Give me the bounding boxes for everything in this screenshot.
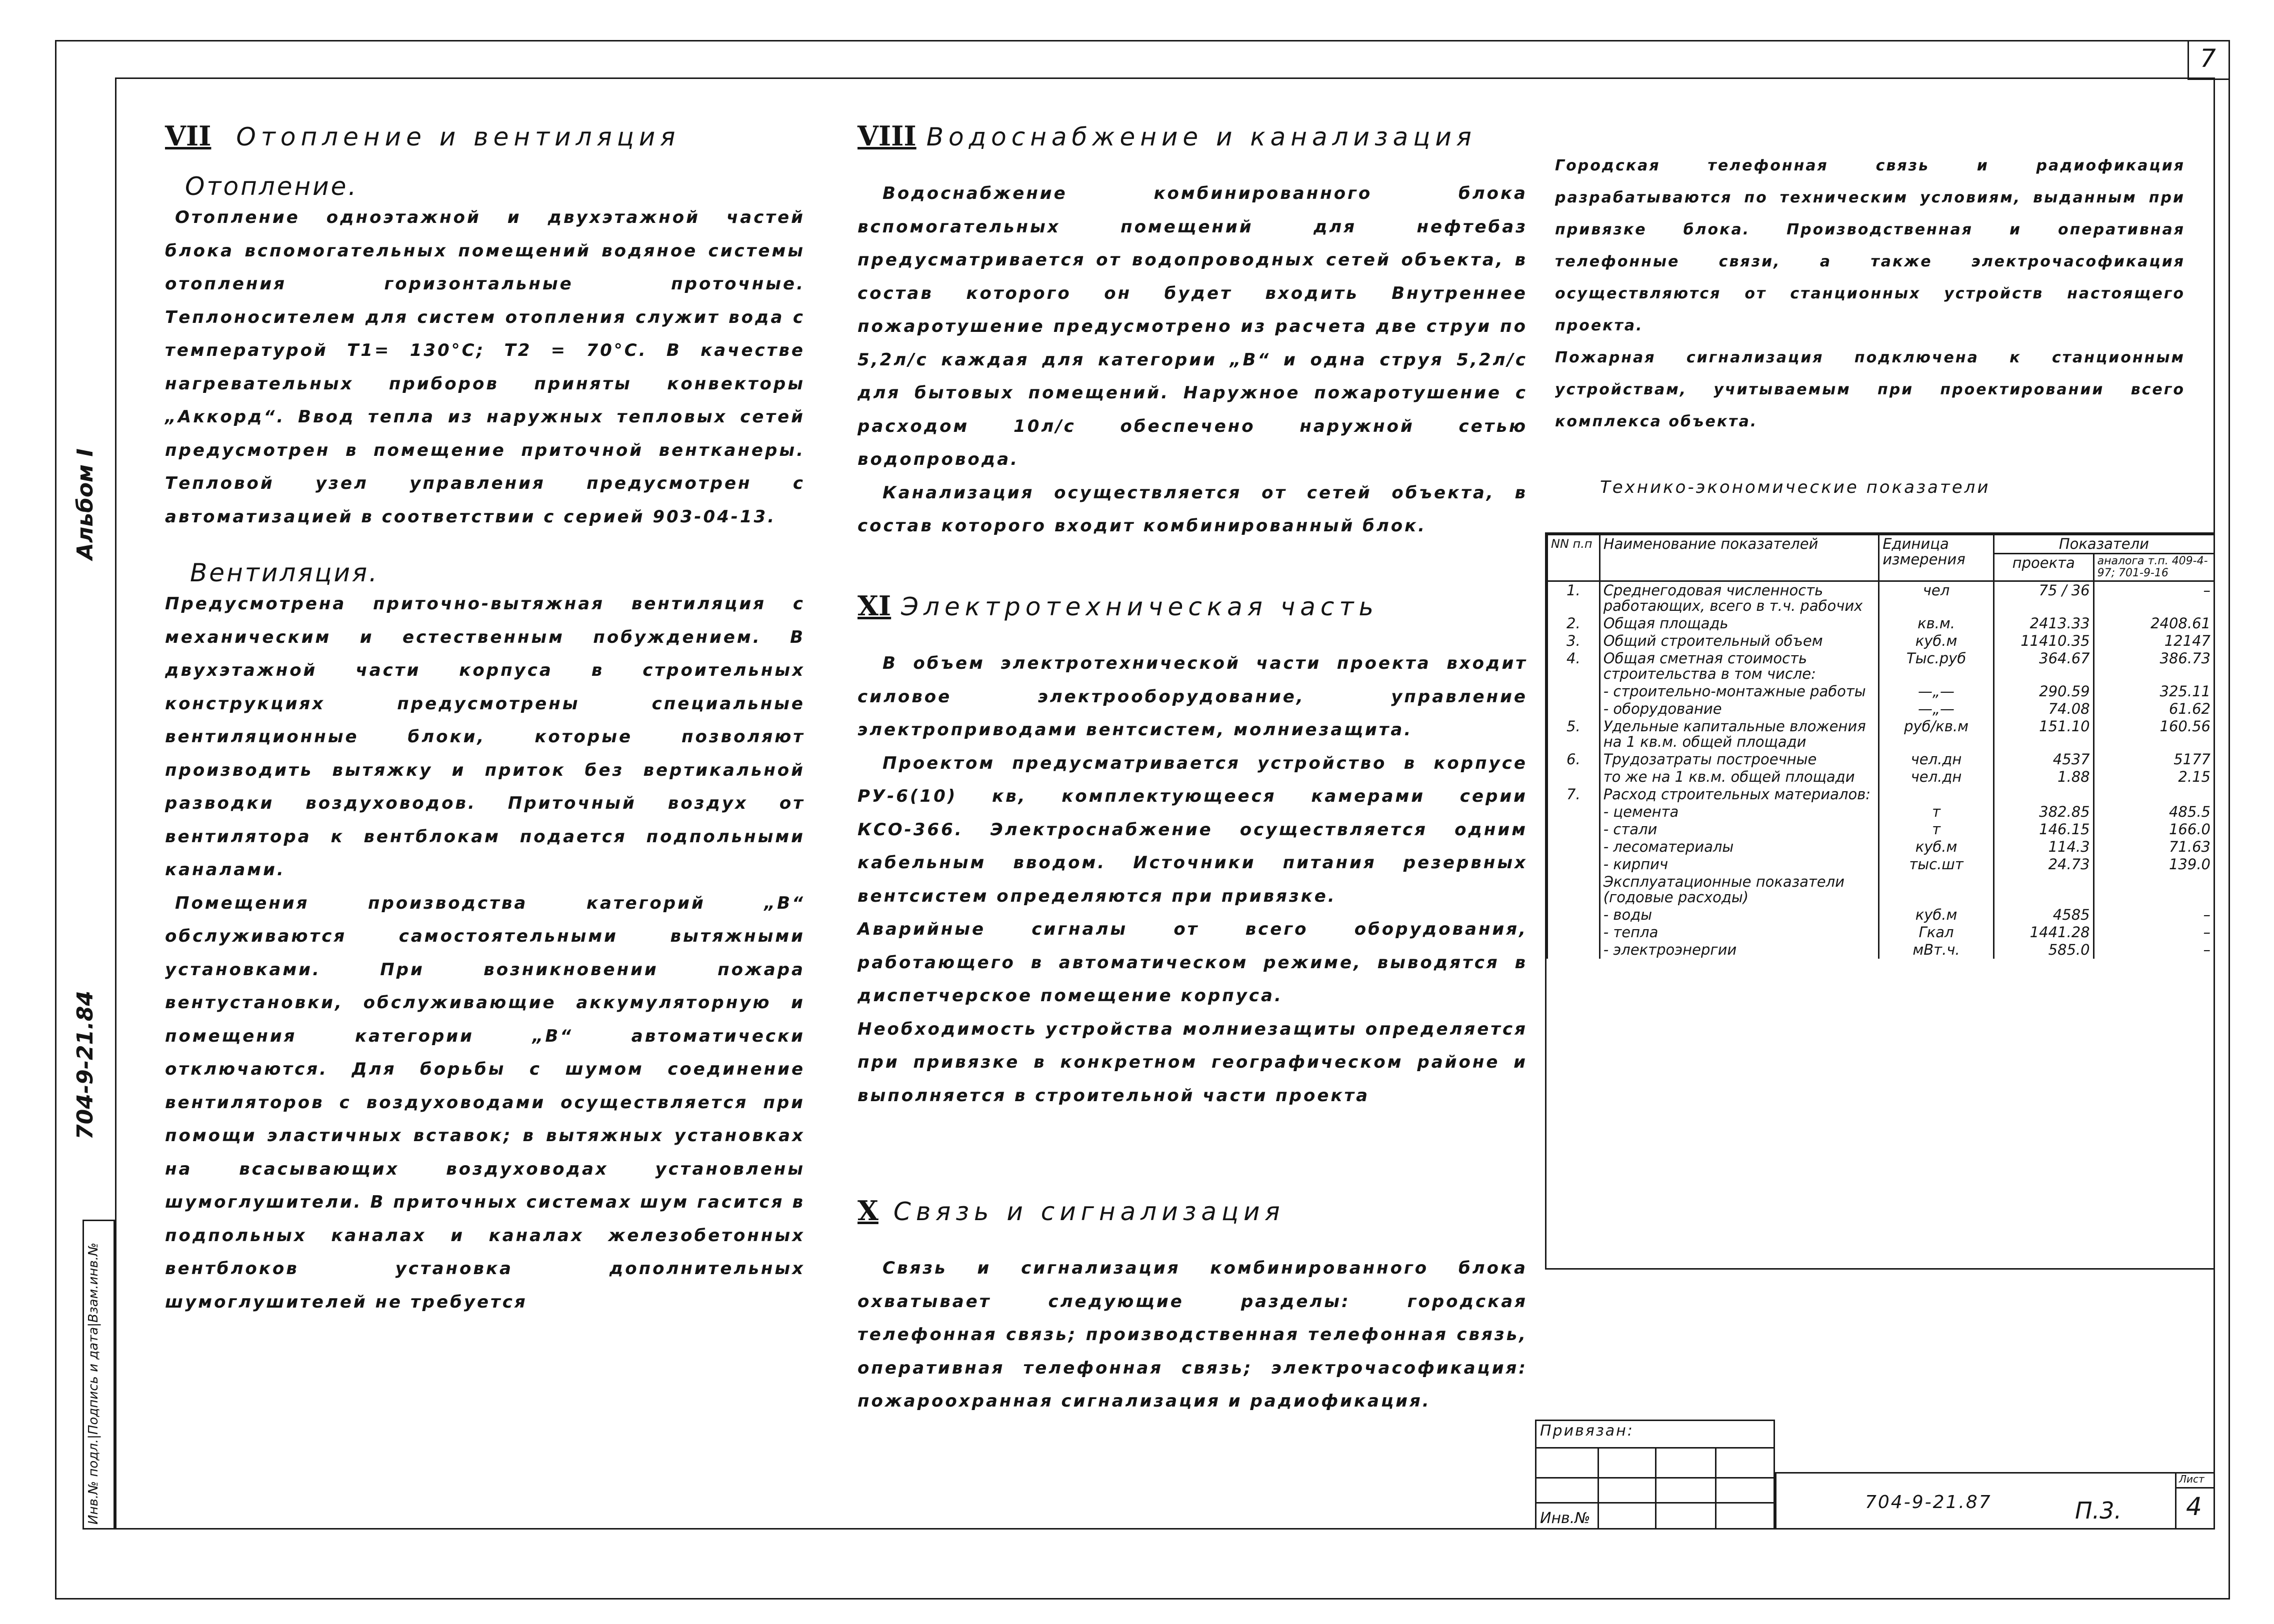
- section-10-numeral: X: [858, 1195, 878, 1227]
- doc-code: 704-9-21.87: [1865, 1492, 1992, 1513]
- row-unit: —„—: [1879, 683, 1994, 700]
- row-num: 4.: [1548, 650, 1600, 683]
- row-num: 3.: [1548, 632, 1600, 650]
- section-8-heading: [858, 120, 1528, 152]
- row-analog: [2094, 786, 2214, 803]
- row-project: 74.08: [1994, 700, 2094, 718]
- electro-paragraph-4: Необходимость устройства молниезащиты определяется при привязке в конкретном географическом районе и выполняется в строительной части проекта: [858, 1019, 1528, 1106]
- section-8-numeral: VIII: [858, 120, 916, 152]
- row-name: Трудозатраты построечные: [1600, 751, 1879, 768]
- row-name: - цемента: [1600, 803, 1879, 821]
- row-analog: 12147: [2094, 632, 2214, 650]
- row-project: 24.73: [1994, 856, 2094, 873]
- row-project: 585.0: [1994, 941, 2094, 959]
- th-indicators: Показатели: [1994, 535, 2214, 554]
- row-name: - оборудование: [1600, 700, 1879, 718]
- row-unit: кв.м.: [1879, 615, 1994, 632]
- row-name: - электроэнергии: [1600, 941, 1879, 959]
- tep-table: [1546, 534, 2215, 959]
- row-unit: чел.дн: [1879, 768, 1994, 786]
- row-project: 11410.35: [1994, 632, 2094, 650]
- row-name: то же на 1 кв.м. общей площади: [1600, 768, 1879, 786]
- list-label: Лист: [2179, 1473, 2204, 1485]
- table-row: [1548, 856, 2214, 873]
- table-row: [1548, 803, 2214, 821]
- privyazan-label: Привязан:: [1540, 1422, 1634, 1440]
- row-analog: 166.0: [2094, 821, 2214, 838]
- row-unit: —„—: [1879, 700, 1994, 718]
- table-row: [1548, 700, 2214, 718]
- table-row: [1548, 751, 2214, 768]
- section-10-heading: [858, 1195, 1528, 1227]
- tb-main-hline: [2175, 1487, 2215, 1489]
- row-project: 290.59: [1994, 683, 2094, 700]
- ventilation-subtitle: Вентиляция.: [190, 558, 379, 587]
- row-project: 75 / 36: [1994, 581, 2094, 615]
- section-7: [165, 120, 805, 1319]
- row-analog: –: [2094, 581, 2214, 615]
- table-row: [1548, 615, 2214, 632]
- row-name: - лесоматериалы: [1600, 838, 1879, 856]
- row-unit: мВт.ч.: [1879, 941, 1994, 959]
- row-analog: 139.0: [2094, 856, 2214, 873]
- section-7-heading: [165, 120, 805, 152]
- comm-paragraph: Связь и сигнализация комбинированного блока охватывает следующие разделы: городская телефонная связь; производственная телефонная связь, оперативная телефонная связь; электрочасофикация: пожароохранная сигнализация и радиофикация.: [858, 1258, 1528, 1411]
- table-row: [1548, 821, 2214, 838]
- row-analog: 61.62: [2094, 700, 2214, 718]
- row-analog: –: [2094, 906, 2214, 924]
- section-11-heading: [858, 590, 1528, 622]
- electro-paragraph-1: В объем электротехнической части проекта входит силовое электрооборудование, управление электроприводами вентсистем, молниезащита.: [858, 653, 1528, 740]
- row-project: 146.15: [1994, 821, 2094, 838]
- row-name: - кирпич: [1600, 856, 1879, 873]
- tep-table-body: [1548, 581, 2214, 959]
- row-name: Эксплуатационные показатели (годовые расходы): [1600, 873, 1879, 906]
- tb-main-vline: [2175, 1472, 2176, 1530]
- tb-vline-2: [1655, 1447, 1656, 1530]
- row-project: 4537: [1994, 751, 2094, 768]
- electro-paragraph-2: Проектом предусматривается устройство в корпусе РУ-6(10) кв, комплектующееся камерами серии КСО-366. Электроснабжение осуществляется одним кабельным вводом. Источники питания резервных вентсистем определяются при привязке.: [858, 753, 1528, 906]
- table-title: Технико-экономические показатели: [1600, 477, 1990, 497]
- row-analog: [2094, 873, 2214, 906]
- heating-subtitle: Отопление.: [185, 172, 358, 201]
- water-paragraph-1: Водоснабжение комбинированного блока вспомогательных помещений для нефтебаз предусматривается от водопроводных сетей объекта, в состав которого он будет входить Внутреннее пожаротушение предусмотрено из расчета две струи по 5,2л/с каждая для категории „В“ и одна струя 5,2л/с для бытовых помещений. Наружное пожаротушение с расходом 10л/с обеспечено наружной сетью водопровода.: [858, 183, 1528, 469]
- row-unit: куб.м: [1879, 906, 1994, 924]
- row-analog: 2408.61: [2094, 615, 2214, 632]
- comm-continuation: [1555, 150, 2185, 438]
- row-analog: 71.63: [2094, 838, 2214, 856]
- row-project: [1994, 786, 2094, 803]
- table-row: [1548, 718, 2214, 751]
- row-unit: чел: [1879, 581, 1994, 615]
- inv-label: Инв.№: [1540, 1510, 1590, 1527]
- heating-paragraph: Отопление одноэтажной и двухэтажной частей блока вспомогательных помещений водяное системы отопления горизонтальные проточные. Теплоносителем для систем отопления служит вода с температурой Т1= 130°С; Т2 = 70°С. В качестве нагревательных приборов приняты конвекторы „Аккорд“. Ввод тепла из наружных тепловых сетей предусмотрен в помещение приточной вентканеры. Тепловой узел управления предусмотрен с автоматизацией в соответствии с серией 903-04-13.: [165, 207, 805, 527]
- table-row: [1548, 873, 2214, 906]
- row-num: [1548, 683, 1600, 700]
- table-row: [1548, 650, 2214, 683]
- water-paragraph-2: Канализация осуществляется от сетей объекта, в состав которого входит комбинированный блок.: [858, 482, 1528, 536]
- row-analog: 386.73: [2094, 650, 2214, 683]
- row-num: 6.: [1548, 751, 1600, 768]
- row-name: - стали: [1600, 821, 1879, 838]
- table-row: [1548, 941, 2214, 959]
- table-row: [1548, 838, 2214, 856]
- tb-vline-1: [1598, 1447, 1599, 1530]
- row-num: [1548, 700, 1600, 718]
- row-project: 382.85: [1994, 803, 2094, 821]
- row-name: - воды: [1600, 906, 1879, 924]
- row-num: [1548, 803, 1600, 821]
- row-unit: руб/кв.м: [1879, 718, 1994, 751]
- th-unit: Единица измерения: [1879, 535, 1994, 581]
- row-project: 364.67: [1994, 650, 2094, 683]
- tb-vline-3: [1715, 1447, 1716, 1530]
- row-project: [1994, 873, 2094, 906]
- table-row: [1548, 683, 2214, 700]
- row-num: [1548, 821, 1600, 838]
- section-11-title: Электротехническая часть: [901, 592, 1378, 621]
- row-unit: чел.дн: [1879, 751, 1994, 768]
- row-name: Расход строительных материалов:: [1600, 786, 1879, 803]
- row-unit: Тыс.руб: [1879, 650, 1994, 683]
- tep-table-wrap: [1545, 532, 2215, 1270]
- section-10-title: Связь и сигнализация: [893, 1197, 1285, 1226]
- row-analog: –: [2094, 924, 2214, 941]
- th-analog: аналога т.п. 409-4-97; 701-9-16: [2094, 554, 2214, 581]
- row-project: 1.88: [1994, 768, 2094, 786]
- row-unit: [1879, 873, 1994, 906]
- row-num: [1548, 838, 1600, 856]
- row-project: 2413.33: [1994, 615, 2094, 632]
- th-name: Наименование показателей: [1600, 535, 1879, 581]
- section-11: [858, 590, 1528, 1112]
- margin-album-label: Альбом I: [72, 448, 98, 560]
- row-name: Удельные капитальные вложения на 1 кв.м. общей площади: [1600, 718, 1879, 751]
- row-project: 151.10: [1994, 718, 2094, 751]
- row-name: - тепла: [1600, 924, 1879, 941]
- row-num: [1548, 906, 1600, 924]
- table-row: [1548, 581, 2214, 615]
- row-unit: тыс.шт: [1879, 856, 1994, 873]
- row-name: Среднегодовая численность работающих, всего в т.ч. рабочих: [1600, 581, 1879, 615]
- row-name: - строительно-монтажные работы: [1600, 683, 1879, 700]
- row-unit: Гкал: [1879, 924, 1994, 941]
- row-unit: [1879, 786, 1994, 803]
- row-unit: т: [1879, 803, 1994, 821]
- row-name: Общий строительный объем: [1600, 632, 1879, 650]
- section-11-numeral: XI: [858, 590, 892, 622]
- row-unit: т: [1879, 821, 1994, 838]
- row-num: 1.: [1548, 581, 1600, 615]
- ventilation-paragraph-1: Предусмотрена приточно-вытяжная вентиляция с механическим и естественным побуждением. В двухэтажной части корпуса в строительных конструкциях предусмотрены специальные вентиляционные блоки, которые позволяют производить вытяжку и приток без вертикальной разводки воздуховодов. Приточный воздух от вентилятора к вентблокам подается подпольными каналами.: [165, 594, 805, 880]
- row-num: [1548, 856, 1600, 873]
- row-analog: 160.56: [2094, 718, 2214, 751]
- row-project: 4585: [1994, 906, 2094, 924]
- row-name: Общая сметная стоимость строительства в том числе:: [1600, 650, 1879, 683]
- margin-inv-labels: Инв.№ подл.|Подпись и дата|Взам.инв.№: [86, 1243, 101, 1525]
- table-row: [1548, 768, 2214, 786]
- row-analog: 325.11: [2094, 683, 2214, 700]
- comm-continuation-paragraph-2: Пожарная сигнализация подключена к станционным устройствам, учитываемым при проектировании всего комплекса объекта.: [1555, 349, 2185, 430]
- row-analog: 2.15: [2094, 768, 2214, 786]
- row-num: 7.: [1548, 786, 1600, 803]
- comm-continuation-paragraph-1: Городская телефонная связь и радиофикация разрабатываются по техническим условиям, выданным при привязке блока. Производственная и оперативная телефонные связи, а также электрочасофикация осуществляются от станционных устройств настоящего проекта.: [1555, 157, 2185, 334]
- section-10: [858, 1195, 1528, 1418]
- row-project: 114.3: [1994, 838, 2094, 856]
- table-row: [1548, 906, 2214, 924]
- th-num: NN п.п: [1548, 535, 1600, 581]
- row-num: 5.: [1548, 718, 1600, 751]
- row-num: [1548, 768, 1600, 786]
- section-7-title: Отопление и вентиляция: [236, 122, 680, 151]
- row-analog: 485.5: [2094, 803, 2214, 821]
- row-num: 2.: [1548, 615, 1600, 632]
- list-number: 4: [2186, 1492, 2202, 1521]
- row-num: [1548, 873, 1600, 906]
- row-analog: –: [2094, 941, 2214, 959]
- row-num: [1548, 941, 1600, 959]
- row-num: [1548, 924, 1600, 941]
- row-project: 1441.28: [1994, 924, 2094, 941]
- table-row: [1548, 786, 2214, 803]
- section-8: [858, 120, 1528, 543]
- table-row: [1548, 924, 2214, 941]
- th-project: проекта: [1994, 554, 2094, 581]
- ventilation-paragraph-2: Помещения производства категорий „В“ обслуживаются самостоятельными вытяжными установками. При возникновении пожара вентустановки, обслуживающие аккумуляторную и помещения категории „В“ автоматически отключаются. Для борьбы с шумом соединение вентиляторов с воздуховодами осуществляется при помощи эластичных вставок; в вытяжных установках на всасывающих воздуховодах установлены шумоглушители. В приточных системах шум гасится в подпольных каналах и каналах железобетонных вентблоков установка дополнительных шумоглушителей не требуется: [165, 893, 805, 1312]
- margin-stamp-code: 704-9-21.84: [72, 990, 98, 1140]
- title-block-main: [1775, 1472, 2215, 1530]
- row-analog: 5177: [2094, 751, 2214, 768]
- page-number: 7: [2200, 44, 2216, 73]
- sheet-label: П.3.: [2075, 1497, 2122, 1524]
- section-7-numeral: VII: [165, 120, 212, 152]
- row-unit: куб.м: [1879, 632, 1994, 650]
- row-name: Общая площадь: [1600, 615, 1879, 632]
- section-8-title: Водоснабжение и канализация: [926, 122, 1476, 151]
- table-row: [1548, 632, 2214, 650]
- electro-paragraph-3: Аварийные сигналы от всего оборудования, работающего в автоматическом режиме, выводятся в диспетчерское помещение корпуса.: [858, 919, 1528, 1006]
- row-unit: куб.м: [1879, 838, 1994, 856]
